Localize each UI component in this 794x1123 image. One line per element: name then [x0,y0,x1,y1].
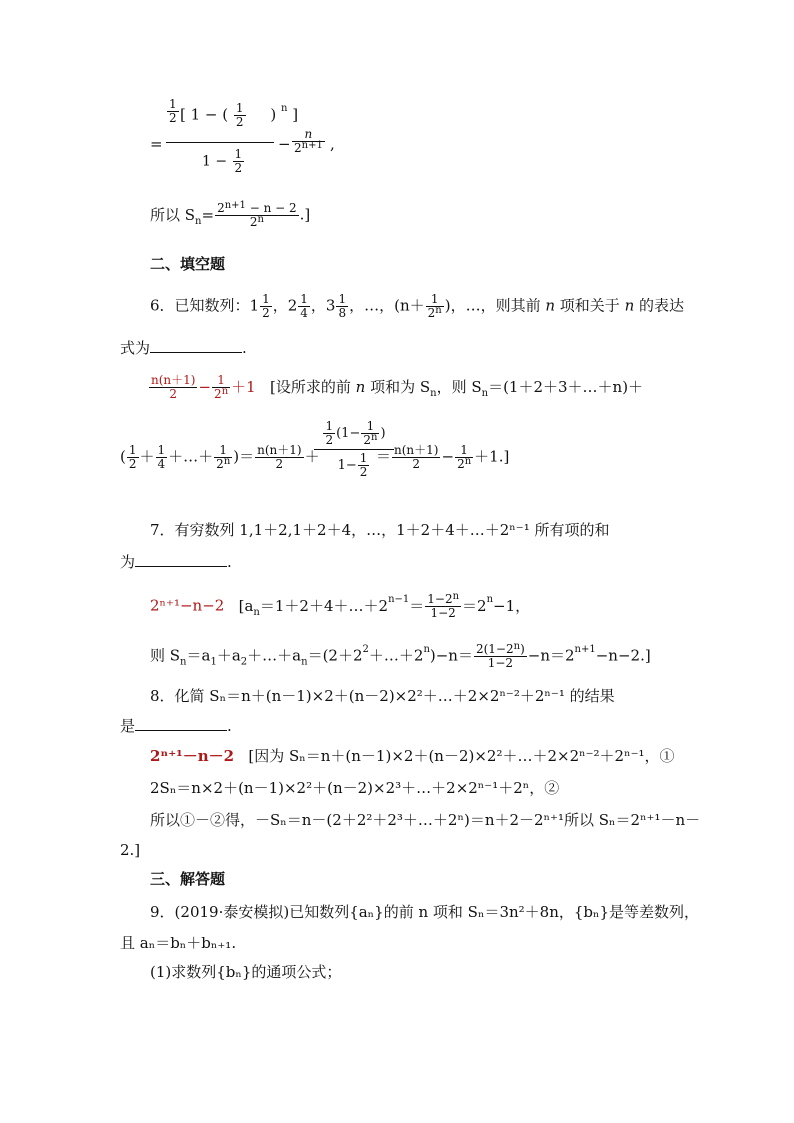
top-conclusion: 所以 $S_n=$ $\frac{2^{n+1} - n - 2}{2^n}$ .] [150,200,311,229]
section-answer-title: 三、解答题 [150,870,226,888]
q6-stem: 6．已知数列：1 $\frac{1}{2}$ ，2 $\frac{1}{4}$ ，3 $\frac{1}{8}$ ，…，(n＋ $\frac{1}{2^n}$ )，…，则其前 n 项和关于 n 的表达 [150,292,685,320]
tail-comma: , [330,135,335,153]
top-formula [150,98,410,190]
q7-stem: 7．有穷数列 1,1＋2,1＋2＋4，…，1＋2＋4＋…＋2ⁿ⁻¹ 所有项的和 [150,521,610,539]
q8-answer: 2ⁿ⁺¹－n－2 [150,747,235,765]
q6-answer-blank [150,338,242,353]
q7-explain-line2: 则 $S_n=a_1+a_2+\dots+a_n=(2+2^2+\dots+2^n)-n=$ $\frac{2(1-2^n)}{1-2}$ $-n=2^{n+1}-n-2$.] [150,641,651,670]
q9-stem: 9．(2019·泰安模拟)已知数列{aₙ}的前 n 项和 Sₙ＝3n²＋8n，{bₙ}是等差数列， [150,903,700,921]
section-fill-in-title: 二、填空题 [150,255,226,273]
q9-part1: (1)求数列{bₙ}的通项公式； [150,963,342,981]
q6-stem-line2: 式为 . [120,339,247,357]
equals-sign: = [150,135,163,153]
minus-sign: − [278,135,291,153]
q7-answer: 2ⁿ⁺¹−n−2 [150,596,225,615]
q7-stem-line2: 为 . [120,553,232,571]
q7-answer-line: 2ⁿ⁺¹−n−2 [$a_n=1+2+4+\dots+2^{n-1}=$ $\frac{1-2^n}{1-2}$ $=2^n-1$， [150,591,531,620]
formula-numerator [166,97,299,138]
formula-fraction-bar [166,142,274,143]
half-fraction: $\frac{1}{2}$ [169,97,177,125]
q6-answer: $\frac{n(n+1)}{2}$ − $\frac{1}{2^n}$ ＋1 [151,373,256,401]
q8-answer-blank [135,716,227,731]
bracket-expression: [ 1 − ( $\frac{1}{2}$ ) $^n$ ] [180,101,299,129]
q8-answer-line: 2ⁿ⁺¹－n－2 [因为 Sₙ＝n＋(n－1)×2＋(n－2)×2²＋…＋2×2ⁿ⁻²＋2ⁿ⁻¹，① [150,747,675,765]
document-page: = $\frac{1}{2}$ [ 1 − ( $\frac{1}{2}$ ) $^n$ ] 1 − $\frac{1}{2}$ − $\frac{n}{2^{n+1}}$ , 所以 $S_n=$ $\frac{2^{n+1} - n - 2}{2^n}$ .] 二、填空题 6．已知数列：1 $\frac{1}{2}$ ，2 $\frac{1}{4}$ ，3 $\frac{1}{8}$ ，…，(n＋ $\frac{1}{2^n}$ )，…，则其前 n 项和关于 n 的表达 式为 . $\frac{n(n+1)}{2}$ − $\frac{1}{2^n}$ ＋1 [设所求的前 n 项和为 $S_n$，则 $S_n=(1+2+3+\dots+n)+$ ( $\frac{1}{2}$ ＋ $\frac{1}{4}$ ＋…＋ $\frac{1}{2^n}$ )＝ $\frac{n(n+1)}{2}$ ＋ $\frac{1}{2}$ (1− $\frac{1}{2^n}$ ) 1− $\frac{1}{2}$ ＝ $\frac{n(n+1)}{2}$ − $\frac{1}{2^n}$ ＋1.] 7．有穷数列 1,1＋2,1＋2＋4，…，1＋2＋4＋…＋2ⁿ⁻¹ 所有项的和 为 . 2ⁿ⁺¹−n−2 [$a_n=1+2+4+\dots+2^{n-1}=$ $\frac{1-2^n}{1-2}$ $=2^n-1$， 则 $S_n=a_1+a_2+\dots+a_n=(2+2^2+\dots+2^n)-n=$ $\frac{2(1-2^n)}{1-2}$ $-n=2^{n+1}-n-2$.] 8．化简 Sₙ＝n＋(n－1)×2＋(n－2)×2²＋…＋2×2ⁿ⁻²＋2ⁿ⁻¹ 的结果 是 . 2ⁿ⁺¹－n－2 [因为 Sₙ＝n＋(n－1)×2＋(n－2)×2²＋…＋2×2ⁿ⁻²＋2ⁿ⁻¹，① 2Sₙ＝n×2＋(n－1)×2²＋(n－2)×2³＋…＋2×2ⁿ⁻¹＋2ⁿ，② 所以①－②得，－Sₙ＝n－(2＋2²＋2³＋…＋2ⁿ)＝n＋2－2ⁿ⁺¹所以 Sₙ＝2ⁿ⁺¹－n－ 2.] 三、解答题 9．(2019·泰安模拟)已知数列{aₙ}的前 n 项和 Sₙ＝3n²＋8n，{bₙ}是等差数列， 且 aₙ＝bₙ＋bₙ₊₁. (1)求数列{bₙ}的通项公式； [120,97,701,981]
formula-denominator: 1 − $\frac{1}{2}$ [202,147,243,175]
q8-explain-line3: 所以①－②得，－Sₙ＝n－(2＋2²＋2³＋…＋2ⁿ)＝n＋2－2ⁿ⁺¹所以 Sₙ＝2ⁿ⁺¹－n－ [150,811,701,829]
tail-fraction: $\frac{n}{2^{n+1}}$ [294,127,323,155]
q8-explain-line4: 2.] [120,841,141,859]
q6-answer-line: $\frac{n(n+1)}{2}$ − $\frac{1}{2^n}$ ＋1 [设所求的前 n 项和为 $S_n$，则 $S_n=(1+2+3+\dots+n)+$ [148,374,643,404]
q8-stem-line2: 是 . [120,717,232,735]
q9-stem-line2: 且 aₙ＝bₙ＋bₙ₊₁. [120,934,237,952]
q8-explain-line2: 2Sₙ＝n×2＋(n－1)×2²＋(n－2)×2³＋…＋2×2ⁿ⁻¹＋2ⁿ，② [150,779,560,797]
q7-answer-blank [135,552,227,567]
q8-stem: 8．化简 Sₙ＝n＋(n－1)×2＋(n－2)×2²＋…＋2×2ⁿ⁻²＋2ⁿ⁻¹ 的结果 [150,687,615,705]
